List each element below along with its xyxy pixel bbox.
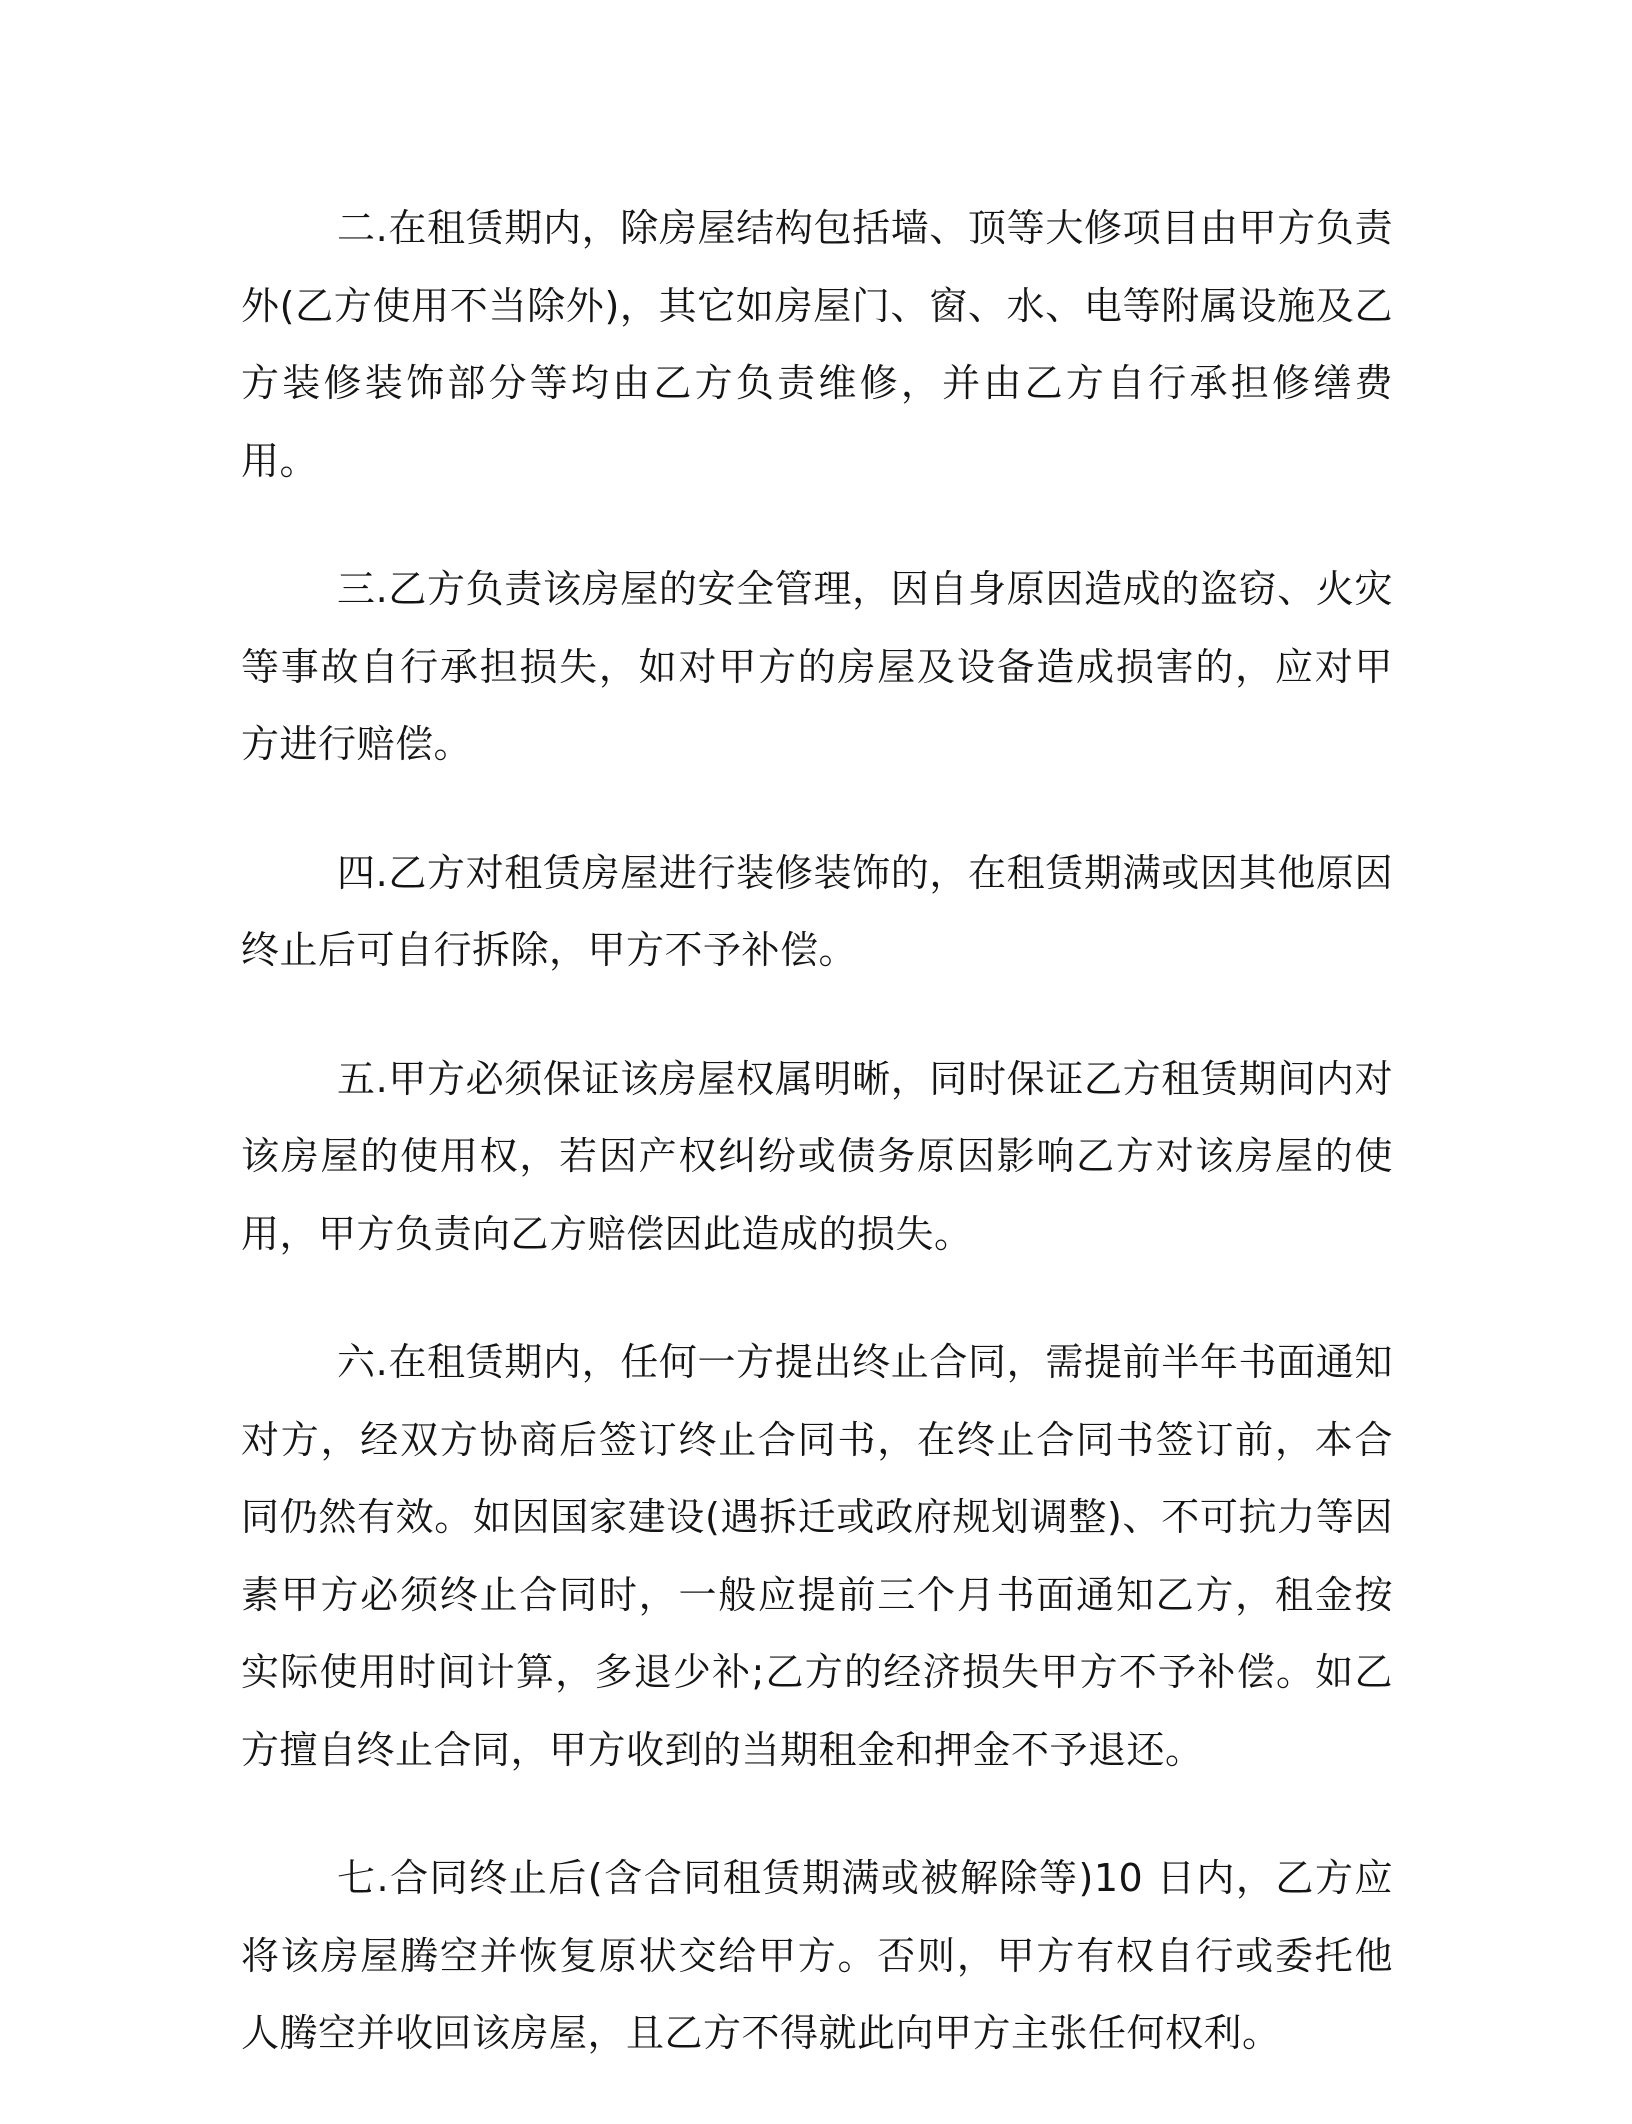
clause-2: 二.在租赁期内，除房屋结构包括墙、顶等大修项目由甲方负责外(乙方使用不当除外)，其它如房屋门、窗、水、电等附属设施及乙方装修装饰部分等均由乙方负责维修，并由乙方自行承担修缮费用。 (241, 206, 1393, 483)
document-body (241, 190, 1393, 2124)
clause-3: 三.乙方负责该房屋的安全管理，因自身原因造成的盗窃、火灾等事故自行承担损失，如对甲方的房屋及设备造成损害的，应对甲方进行赔偿。 (241, 567, 1393, 766)
clause-4: 四.乙方对租赁房屋进行装修装饰的，在租赁期满或因其他原因终止后可自行拆除，甲方不予补偿。 (241, 850, 1393, 972)
clause-5: 五.甲方必须保证该房屋权属明晰，同时保证乙方租赁期间内对该房屋的使用权，若因产权纠纷或债务原因影响乙方对该房屋的使用，甲方负责向乙方赔偿因此造成的损失。 (241, 1056, 1393, 1256)
clause-7: 七.合同终止后(含合同租赁期满或被解除等)10 日内，乙方应将该房屋腾空并恢复原状交给甲方。否则，甲方有权自行或委托他人腾空并收回该房屋，且乙方不得就此向甲方主张任何权利。 (241, 1856, 1393, 2055)
clause-6: 六.在租赁期内，任何一方提出终止合同，需提前半年书面通知对方，经双方协商后签订终止合同书，在终止合同书签订前，本合同仍然有效。如因国家建设(遇拆迁或政府规划调整)、不可抗力等因素甲方必须终止合同时，一般应提前三个月书面通知乙方，租金按实际使用时间计算，多退少补;乙方的经济损失甲方不予补偿。如乙方擅自终止合同，甲方收到的当期租金和押金不予退还。 (241, 1340, 1393, 1772)
